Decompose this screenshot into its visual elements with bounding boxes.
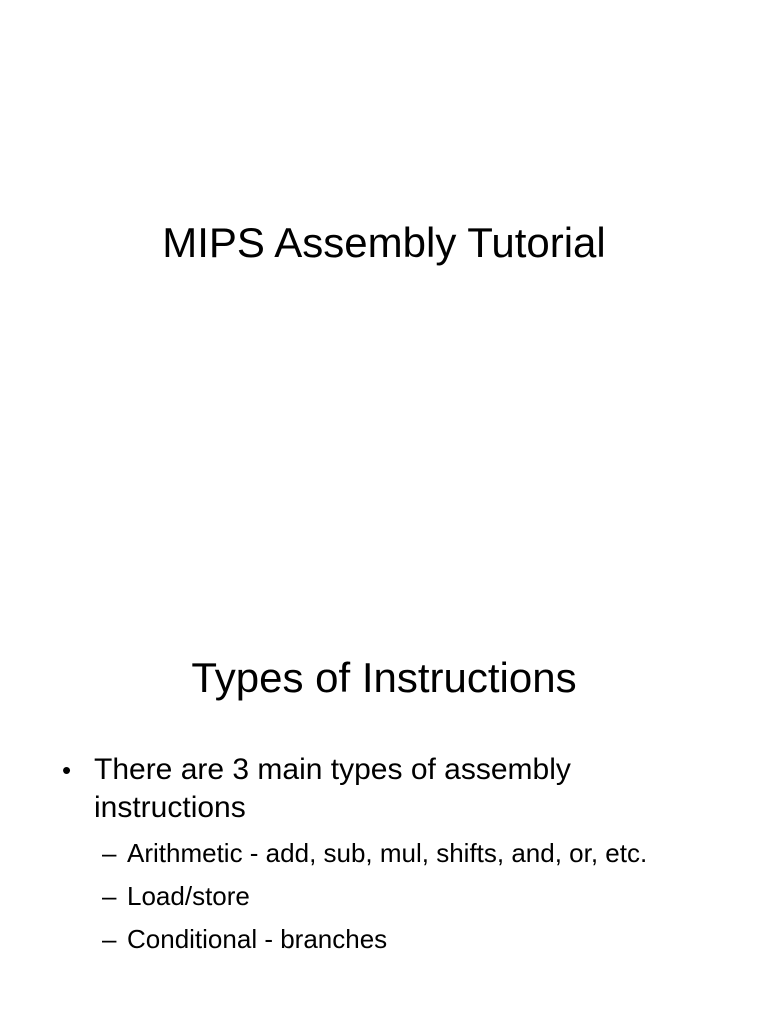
slide-2-bullet-list <box>62 751 722 966</box>
main-bullet-text: There are 3 main types of assembly instructions <box>94 753 571 824</box>
sub-bullet-text: Conditional - branches <box>127 924 388 954</box>
sub-bullet-arithmetic <box>102 837 722 869</box>
dash-icon: – <box>102 881 117 911</box>
dash-icon: – <box>102 924 117 954</box>
dash-icon: – <box>102 838 117 868</box>
sub-bullet-conditional <box>102 923 722 955</box>
sub-bullet-load-store <box>102 880 722 912</box>
sub-bullet-text: Arithmetic - add, sub, mul, shifts, and, or, etc. <box>127 838 648 868</box>
sub-bullet-text: Load/store <box>127 881 250 911</box>
sub-bullet-list <box>102 837 722 955</box>
slide-2-title: Types of Instructions <box>191 654 577 701</box>
bullet-dot-icon: • <box>62 755 72 785</box>
main-bullet-item <box>62 751 722 827</box>
slide-1-title: MIPS Assembly Tutorial <box>162 219 606 266</box>
